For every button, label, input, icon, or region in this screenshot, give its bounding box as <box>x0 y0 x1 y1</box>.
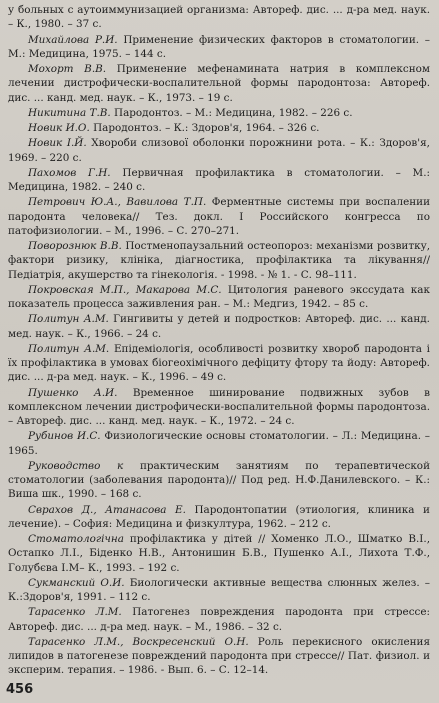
page-number: 456 <box>6 682 34 697</box>
reference-entry <box>8 635 430 678</box>
reference-author: Сукманский О.И. <box>28 576 125 589</box>
reference-entry <box>8 429 430 458</box>
reference-author: Тарасенко Л.М. <box>28 606 122 619</box>
reference-entry <box>8 386 430 429</box>
reference-entry <box>8 3 430 32</box>
reference-author: Новик И.О. <box>28 122 90 134</box>
reference-entry <box>8 342 430 385</box>
reference-text: Хвороби слизової оболонки порожнини рота. – К.: Здоров'я, 1969. – 220 с. <box>8 137 430 164</box>
reference-text: Физиологические основы стоматологии. – Л.: Медицина. – 1965. <box>8 430 430 457</box>
reference-author: Пушенко А.И. <box>28 386 118 399</box>
reference-author: Тарасенко Л.М., Воскресенский О.Н. <box>28 635 249 648</box>
reference-text: Патогенез повреждения пародонта при стрессе: Автореф. дис. ... д-ра мед. наук. – М., 1986. – 32 с. <box>8 606 430 633</box>
reference-author: Поворознюк В.В. <box>28 240 122 252</box>
reference-entry <box>8 33 430 62</box>
reference-entry <box>8 121 430 135</box>
reference-entry <box>8 136 430 165</box>
reference-text: у больных с аутоиммунизацией организма: Автореф. дис. ... д-ра мед. наук. – К., 1980. – 37 с. <box>8 4 430 31</box>
reference-text: Гингивиты у детей и подростков: Автореф. дис. ... канд. мед. наук. – К., 1966. – 24 с. <box>8 313 430 340</box>
reference-entry <box>8 576 430 605</box>
reference-text: Пародонтоз. – М.: Медицина, 1982. – 226 с. <box>110 106 353 119</box>
reference-entry <box>8 195 430 238</box>
reference-author: Стоматологічна <box>28 533 124 545</box>
reference-text: Применение мефенамината натрия в комплексном лечении дистрофически-воспалительной формы пародонтоза: Автореф. дис. ... канд. мед. наук. – К., 1973. – 19 с. <box>8 63 430 104</box>
reference-text: Постменопаузальний остеопороз: механізми розвитку, фактори ризику, клініка, діагностика, профілактика та лікування// Педіатрія, акушерство та гінекологія. - 1998. - № 1. - С. 98–111. <box>8 240 430 281</box>
reference-entry <box>8 312 430 341</box>
reference-entry <box>8 239 430 282</box>
reference-text: Пародонтопатии (этиология, клиника и лечение). – София: Медицина и физкултура, 1962. – 212 с. <box>8 503 430 530</box>
reference-author: Никитина Т.В. <box>28 106 111 119</box>
reference-author: Рубинов И.С. <box>28 430 101 443</box>
reference-entry <box>8 62 430 105</box>
reference-entry <box>8 283 430 312</box>
reference-author: Петрович Ю.А., Вавилова Т.П. <box>28 196 207 209</box>
reference-text: Биологически активные вещества слюнных желез. – К.:Здоров'я, 1991. – 112 с. <box>8 576 430 603</box>
reference-text: профілактика у дітей // Хоменко Л.О., Шматко В.І., Остапко Л.І., Біденко Н.В., Антонишин Б.В., Пушенко А.І., Лихота Т.Ф., Голубєва І.М– К., 1993. – 192 с. <box>8 533 430 574</box>
reference-text: практическим занятиям по терапевтической стоматологии (заболевания пародонта)// Под ред. Н.Ф.Данилевского. – К.: Виша шк., 1990. – 168 с. <box>8 459 430 501</box>
reference-text: Ферментные системы при воспалении пародонта человека// Тез. докл. I Российского конгресса по патофизиологии. – М., 1996. – С. 270–271. <box>8 196 430 237</box>
reference-author: Мохорт В.В. <box>28 63 107 75</box>
reference-entry <box>8 166 430 195</box>
reference-entry <box>8 459 430 502</box>
reference-text: Епідеміологія, особливості розвитку хвороб пародонта і їх профілактика в умовах біогеохімічного дефіциту фтору та йоду: Автореф. дис. ... д-ра мед. наук. – К., 1996. – 49 с. <box>8 342 430 384</box>
reference-text: Временное шинирование подвижных зубов в комплексном лечении дистрофически-воспалительной формы пародонтоза. – Автореф. дис. ... канд. мед. наук. – К., 1972. – 24 с. <box>8 386 430 427</box>
reference-author: Новик І.Й. <box>28 137 87 150</box>
reference-entry <box>8 605 430 634</box>
reference-author: Руководство к <box>28 459 124 472</box>
reference-entry <box>8 532 430 575</box>
reference-entry <box>8 503 430 532</box>
reference-text: Пародонтоз. – К.: Здоров'я, 1964. – 326 с. <box>89 122 320 134</box>
reference-text: Роль перекисного окисления липидов в патогенезе повреждений пародонта при стрессе// Пат. физиол. и эксперим. терапия. – 1986. - Вып. 6. – С. 12–14. <box>8 635 430 677</box>
reference-author: Сврахов Д., Атанасова Е. <box>28 503 186 516</box>
reference-author: Политун А.М. <box>28 342 110 355</box>
reference-text: Цитология раневого экссудата как показатель процесса заживления ран. – М.: Медгиз, 1942. – 85 с. <box>8 283 430 310</box>
reference-author: Покровская М.П., Макарова М.С. <box>28 283 222 296</box>
reference-author: Михайлова Р.И. <box>28 33 118 46</box>
reference-author: Пахомов Г.Н. <box>28 166 111 179</box>
reference-text: Применение физических факторов в стоматологии. – М.: Медицина, 1975. – 144 с. <box>8 33 431 60</box>
reference-list <box>8 3 430 678</box>
reference-author: Политун А.М. <box>28 313 109 326</box>
reference-text: Первичная профилактика в стоматологии. – М.: Медицина, 1982. – 240 с. <box>8 166 430 193</box>
reference-entry <box>8 106 430 120</box>
